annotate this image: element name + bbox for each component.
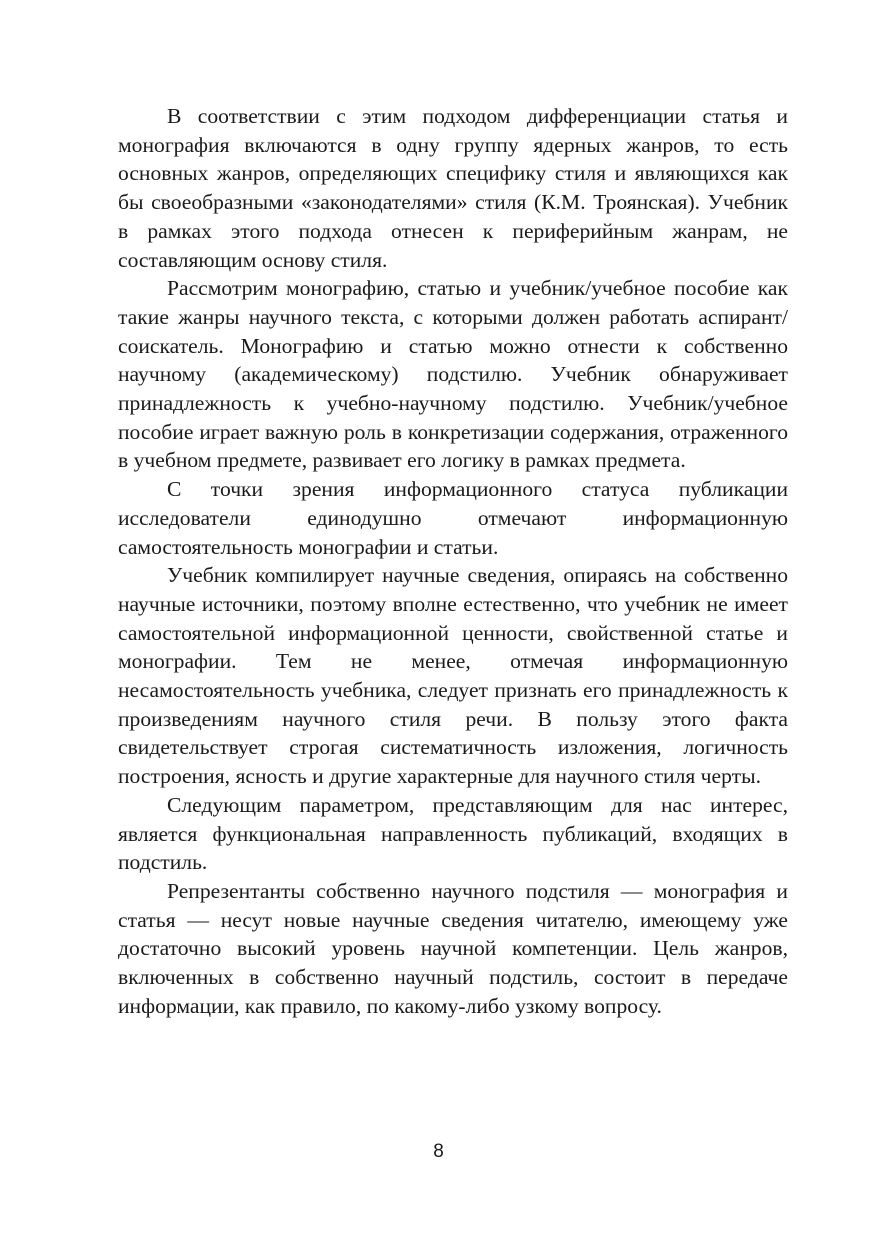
paragraph-6: Репрезентанты собственно научного подстиля — монография и статья — несут новые научные сведения читателю, имеющему уже достаточно высокий уровень научной компетенции. Цель жанров, включенных в собственно научный подстиль, состоит в передаче информации, как правило, по какому-либо узкому вопросу. bbox=[118, 878, 788, 1018]
paragraph-5: Следующим параметром, представляющим для нас интерес, является функциональная направленность публикаций, входящих в подстиль. bbox=[118, 792, 788, 875]
page-body bbox=[118, 102, 788, 1021]
paragraph-4: Учебник компилирует научные сведения, опираясь на собственно научные источники, поэтому вполне естественно, что учебник не имеет самостоятельной информационной ценности, свойственной статье и монографии. Тем не менее, отмечая информационную несамостоятельность учебника, следует признать его принадлежность к произведениям научного стиля речи. В пользу этого факта свидетельствует строгая систематичность изложения, логичность построения, ясность и другие характерные для научного стиля черты. bbox=[118, 563, 788, 789]
paragraph-1: В соответствии с этим подходом дифференциации статья и монография включаются в одну группу ядерных жанров, то есть основных жанров, определяющих специфику стиля и являющихся как бы своеобразными «законодателями» стиля (К.М. Троянская). Учебник в рамках этого подхода отнесен к периферийным жанрам, не составляющим основу стиля. bbox=[118, 104, 788, 272]
paragraph-2: Рассмотрим монографию, статью и учебник/учебное пособие как такие жанры научного текста, с которыми должен работать аспирант/соискатель. Монографию и статью можно отнести к собственно научному (академическому) подстилю. Учебник обнаруживает принадлежность к учебно-научному подстилю. Учебник/учебное пособие играет важную роль в конкретизации содержания, отраженного в учебном предмете, развивает его логику в рамках предмета. bbox=[118, 276, 788, 473]
paragraph-3: С точки зрения информационного статуса публикации исследователи единодушно отмечают информационную самостоятельность монографии и статьи. bbox=[118, 477, 788, 559]
page-number: 8 bbox=[433, 1141, 444, 1162]
